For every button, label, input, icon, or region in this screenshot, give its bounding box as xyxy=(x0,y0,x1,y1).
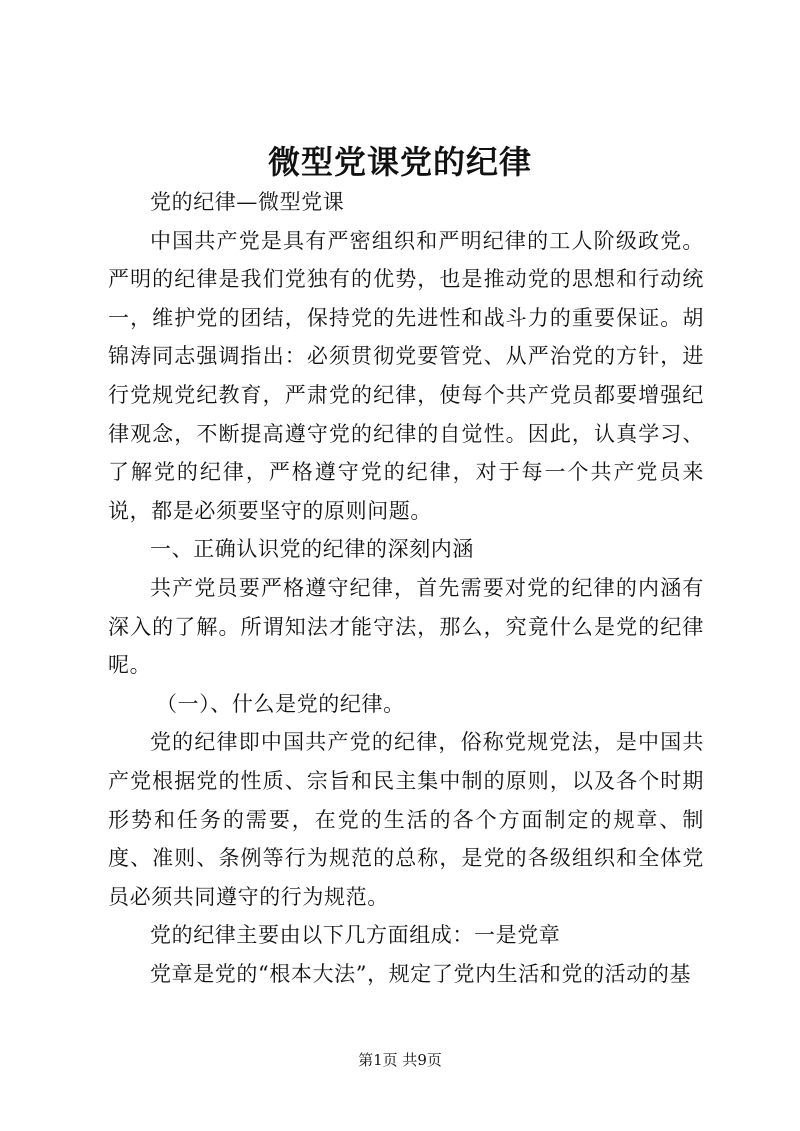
body-paragraph: 党的纪律即中国共产党的纪律，俗称党规党法，是中国共产党根据党的性质、宗旨和民主集中制的原则，以及各个时期形势和任务的需要，在党的生活的各个方面制定的规章、制度、准则、条例等行为规范的总称，是党的各级组织和全体党员必须共同遵守的行为规范。 xyxy=(108,730,704,909)
subsection-heading: （一）、什么是党的纪律。 xyxy=(156,691,405,716)
page-footer: 第1页 共9页 xyxy=(358,1051,442,1069)
document-title: 微型党课党的纪律 xyxy=(267,143,532,181)
body-paragraph: 共产党员要严格遵守纪律，首先需要对党的纪律的内涵有深入的了解。所谓知法才能守法，那么，究竟什么是党的纪律呢。 xyxy=(108,575,704,678)
document-body xyxy=(108,183,704,993)
subtitle-paragraph: 党的纪律—微型党课 xyxy=(150,190,345,214)
body-paragraph: 党的纪律主要由以下几方面组成：一是党章 xyxy=(150,923,561,948)
intro-paragraph: 中国共产党是具有严密组织和严明纪律的工人阶级政党。严明的纪律是我们党独有的优势，也是推动党的思想和行动统一，维护党的团结，保持党的先进性和战斗力的重要保证。胡锦涛同志强调指出：必须贯彻党要管党、从严治党的方针，进行党规党纪教育，严肃党的纪律，使每个共产党员都要增强纪律观念，不断提高遵守党的纪律的自觉性。因此，认真学习、了解党的纪律，严格遵守党的纪律，对于每一个共产党员来说，都是必须要坚守的原则问题。 xyxy=(108,228,704,523)
body-paragraph: 党章是党的“根本大法”，规定了党内生活和党的活动的基 xyxy=(150,961,692,986)
section-heading: 一、正确认识党的纪律的深刻内涵 xyxy=(150,537,474,562)
